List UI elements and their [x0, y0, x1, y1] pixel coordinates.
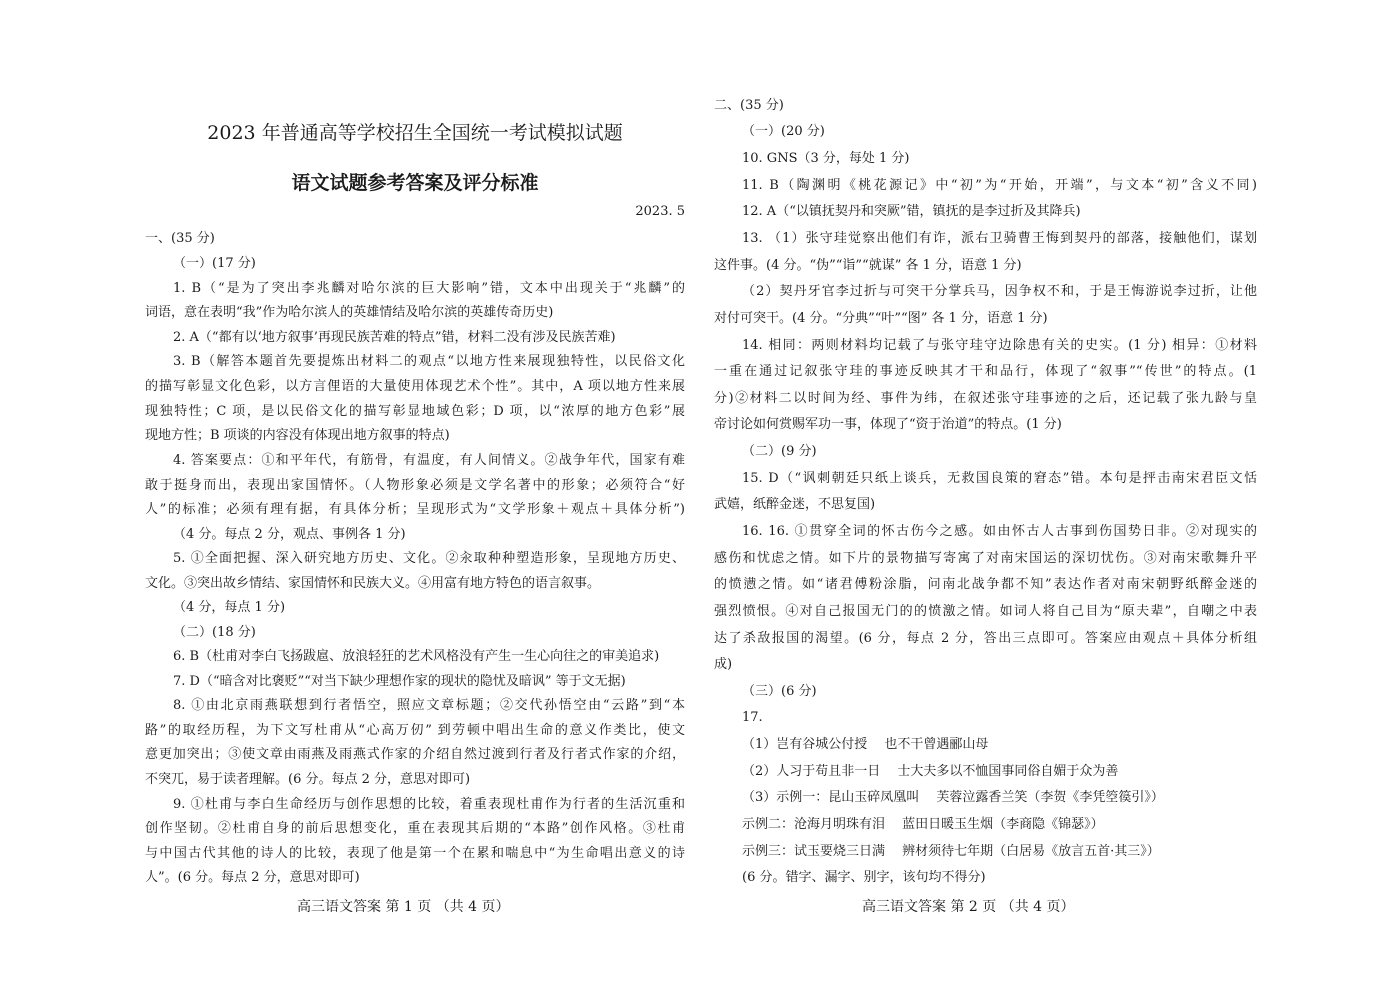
answer-line: 达了杀敌报国的渴望。(6 分，每点 2 分，答出三点即可。答案应由观点＋具体分析组	[714, 631, 1257, 646]
answer-line: 15. D（“讽刺朝廷只纸上谈兵，无救国良策的窘态”错。本句是抨击南宋君臣文恬	[742, 471, 1257, 486]
answer-line: 与中国古代其他的诗人的比较，表现了他是第一个在累和喘息中“为生命唱出意义的诗	[145, 846, 685, 861]
answer-line: 敢于挺身而出，表现出家国情怀。（人物形象必须是文学名著中的形象；必须符合“好	[145, 478, 685, 493]
answer-line: （2）契丹牙官李过折与可突干分掌兵马，因争权不和，于是王悔游说李过折，让他	[742, 284, 1257, 299]
answer-line: 8. ①由北京雨燕联想到行者悟空，照应文章标题；②交代孙悟空由“云路”到“本	[173, 698, 685, 713]
answer-line: 4. 答案要点：①和平年代，有筋骨，有温度，有人间情义。②战争年代，国家有难	[173, 453, 685, 468]
answer-line: 1. B（“是为了突出李兆麟对哈尔滨的巨大影响”错，文本中出现关于“兆麟”的	[173, 281, 685, 296]
exam-title: 2023 年普通高等学校招生全国统一考试模拟试题	[207, 122, 623, 144]
answer-line: 分)②材料二以时间为经、事件为纬，在叙述张守珪事迹的之后，还记载了张九龄与皇	[714, 391, 1257, 406]
answer-line: （1）岂有谷城公付授 也不干曾遇郦山母	[742, 737, 989, 752]
subsection-heading: （二）(9 分)	[742, 444, 817, 459]
answer-line: 意更加突出；③使文章由雨燕及雨燕式作家的介绍自然过渡到行者及行者式作家的介绍，	[145, 747, 685, 762]
answer-line: 14. 相同：两则材料均记载了与张守珪守边除患有关的史实。(1 分) 相异：①材料	[742, 338, 1257, 353]
answer-line: 创作坚韧。②杜甫自身的前后思想变化，重在表现其后期的“本路”创作风格。③杜甫	[145, 821, 685, 836]
page-footer-left: 高三语文答案 第 1 页 （共 4 页）	[297, 899, 510, 915]
subsection-heading: （三）(6 分)	[742, 684, 817, 699]
document-subtitle: 语文试题参考答案及评分标准	[291, 172, 539, 194]
scoring-note: （4 分，每点 1 分)	[173, 600, 286, 615]
section-heading: 二、(35 分)	[714, 98, 784, 113]
page-footer-right: 高三语文答案 第 2 页 （共 4 页）	[862, 899, 1075, 915]
answer-line: 6. B（杜甫对李白飞扬跋扈、放浪轻狂的艺术风格没有产生一生心向往之的审美追求)	[173, 649, 660, 664]
answer-line: 对付可突干。(4 分。“分典”“叶”“图” 各 1 分，语意 1 分)	[714, 311, 1048, 326]
question-number: 17.	[742, 710, 763, 725]
answer-line: 武嬉，纸醉金迷，不思复国)	[714, 497, 876, 512]
subsection-heading: （一）(17 分)	[173, 256, 256, 271]
answer-line: 5. ①全面把握、深入研究地方历史、文化。②汆取种种塑造形象，呈现地方历史、	[173, 551, 685, 566]
answer-line: 感伤和忧虑之情。如下片的景物描写寄寓了对南宋国运的深切忧伤。③对南宋歌舞升平	[714, 551, 1257, 566]
answer-line: 成)	[714, 657, 733, 672]
answer-line: 13. （1）张守珪觉察出他们有诈，派右卫骑曹王悔到契丹的部落，接触他们，谋划	[742, 231, 1257, 246]
answer-line: 这件事。(4 分。“伪”“诣”“就谋” 各 1 分，语意 1 分)	[714, 258, 1022, 273]
answer-line: 10. GNS（3 分，每处 1 分)	[742, 151, 910, 166]
scoring-note: （4 分。每点 2 分，观点、事例各 1 分)	[173, 527, 406, 542]
answer-line: 强烈愤恨。④对自己报国无门的的愤激之情。如词人将自己目为“原夫辈”，自嘲之中表	[714, 604, 1257, 619]
answer-line: 不突兀，易于读者理解。(6 分。每点 2 分，意思对即可)	[145, 772, 471, 787]
answer-line: 的描写彰显文化色彩，以方言俚语的大量使用体现艺术个性”。其中，A 项以地方性来展	[145, 379, 685, 394]
subsection-heading: （二）(18 分)	[173, 625, 256, 640]
answer-line: 文化。③突出故乡情结、家国情怀和民族大义。④用富有地方特色的语言叙事。	[145, 576, 601, 591]
answer-line: 9. ①杜甫与李白生命经历与创作思想的比较，着重表现杜甫作为行者的生活沉重和	[173, 797, 685, 812]
answer-line: 路”的取经历程，为下文写杜甫从“心高万仞” 到劳顿中唱出生命的意义作类比，使文	[145, 723, 685, 738]
subsection-heading: （一）(20 分)	[742, 124, 825, 139]
answer-line: 示例二：沧海月明珠有泪 蓝田日暖玉生烟（李商隐《锦瑟》）	[742, 817, 1104, 832]
answer-line: 2. A（“都有以‘地方叙事’再现民族苦难的特点”错，材料二没有涉及民族苦难)	[173, 330, 616, 345]
answer-line: （2）人习于苟且非一日 士大夫多以不恤国事同俗自媚于众为善	[742, 764, 1119, 779]
answer-line: 现地方性；B 项谈的内容没有体现出地方叙事的特点)	[145, 428, 450, 443]
answer-line: 人”的标准；必须有理有据，有具体分析；呈现形式为“文学形象＋观点＋具体分析”)	[145, 502, 685, 517]
answer-line: 示例三：试玉要烧三日满 辨材须待七年期（白居易《放言五首·其三》）	[742, 844, 1160, 859]
answer-line: 现独特性；C 项，是以民俗文化的描写彰显地域色彩；D 项，以“浓厚的地方色彩”展	[145, 404, 685, 419]
answer-line: 一重在通过记叙张守珪的事迹反映其才干和品行，体现了“叙事”“传世”的特点。(1	[714, 364, 1257, 379]
answer-line: 16. 16. ①贯穿全词的怀古伤今之感。如由怀古人古事到伤国势日非。②对现实的	[742, 524, 1257, 539]
answer-line: 人”。(6 分。每点 2 分，意思对即可)	[145, 870, 360, 885]
section-heading: 一、(35 分)	[145, 231, 215, 246]
answer-line: 7. D（“暗含对比褒贬”“对当下缺少理想作家的现状的隐忧及暗讽” 等于文无据)	[173, 674, 626, 689]
answer-line: 帝讨论如何赏赐军功一事，体现了“资于治道”的特点。(1 分)	[714, 417, 1062, 432]
answer-line: 词语，意在表明“我”作为哈尔滨人的英雄情结及哈尔滨的英雄传奇历史)	[145, 305, 554, 320]
answer-line: 11. B（陶渊明《桃花源记》中“初”为“开始，开端”，与文本“初”含义不同)	[742, 178, 1257, 193]
scoring-note: (6 分。错字、漏字、别字，该句均不得分)	[742, 870, 986, 885]
answer-line: 3. B（解答本题首先要提炼出材料二的观点“以地方性来展现独特性，以民俗文化	[173, 354, 685, 369]
answer-line: 12. A（“以镇抚契丹和突厥”错，镇抚的是李过折及其降兵)	[742, 204, 1081, 219]
answer-line: （3）示例一：昆山玉碎凤凰叫 芙蓉泣露香兰笑（李贺《李凭箜篌引》）	[742, 790, 1164, 805]
answer-line: 的愤懑之情。如“诸君傅粉涂脂，问南北战争都不知”表达作者对南宋朝野纸醉金迷的	[714, 577, 1257, 592]
document-date: 2023. 5	[635, 204, 685, 219]
